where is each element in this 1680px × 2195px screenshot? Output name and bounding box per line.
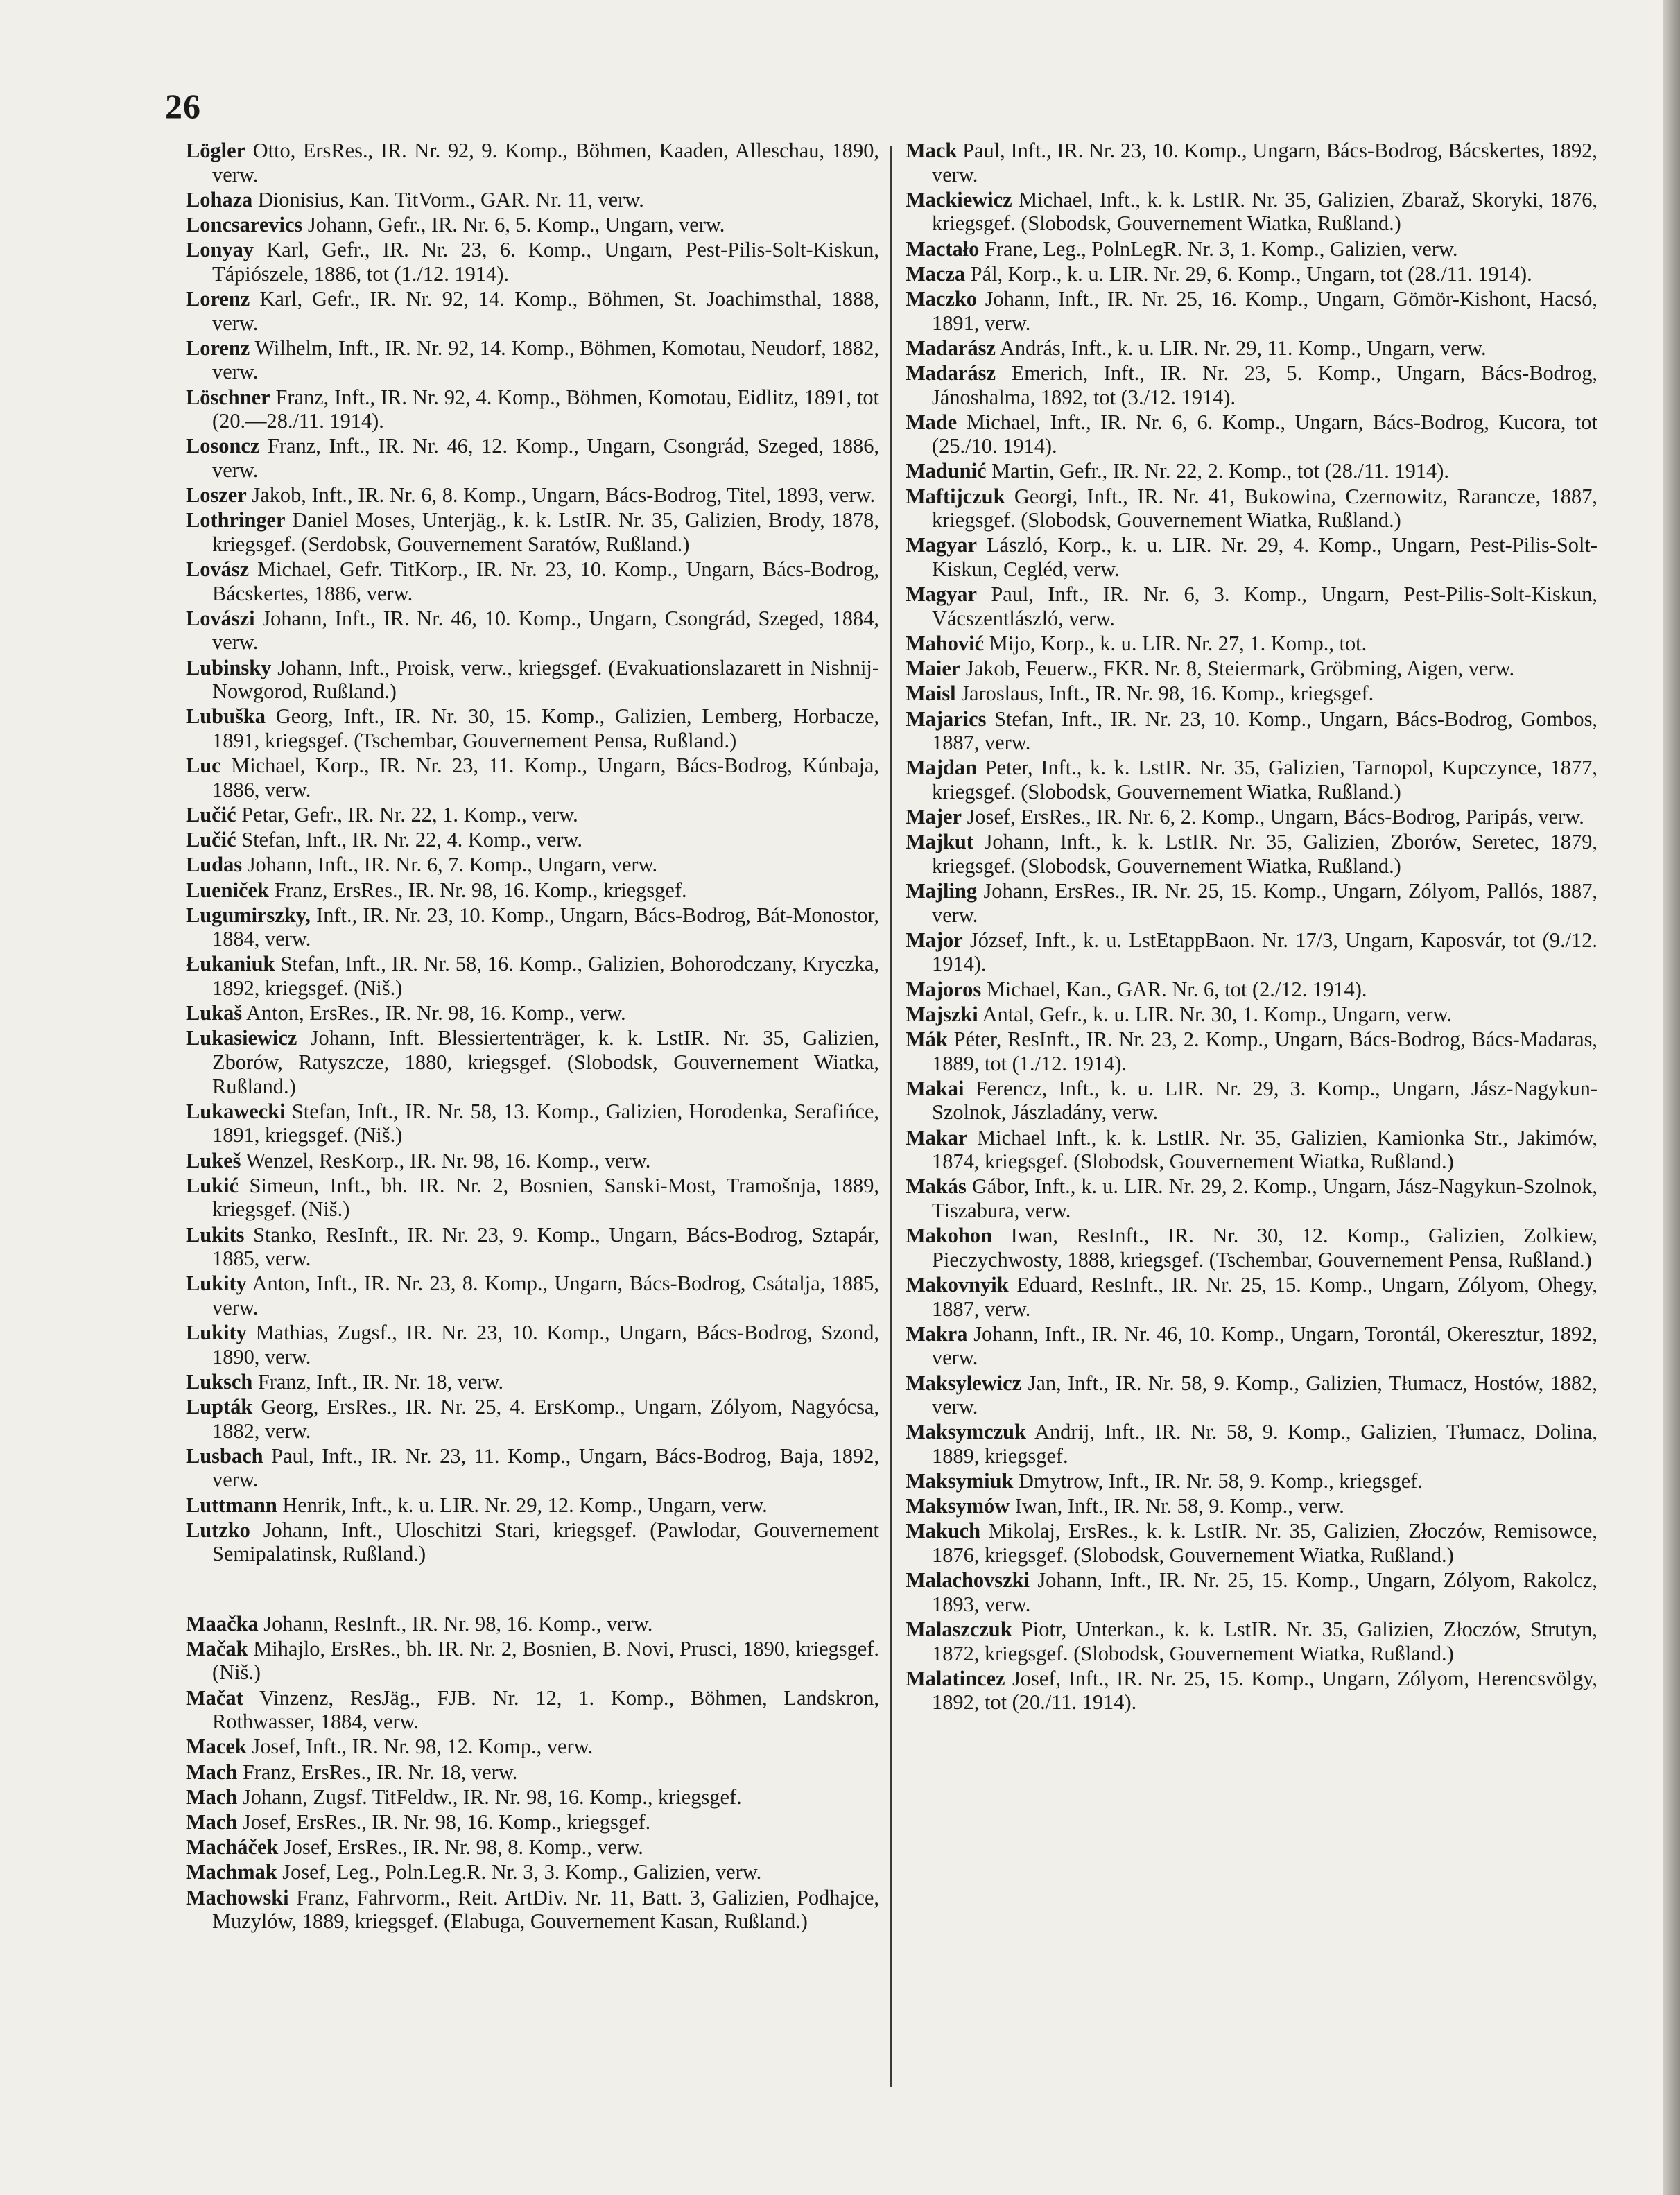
entry-details: Iwan, Inft., IR. Nr. 58, 9. Komp., verw. [1014,1494,1344,1518]
entry-surname: Maczko [906,286,977,311]
register-entry [186,213,879,237]
register-entry [186,557,879,605]
entry-surname: Losoncz [186,434,260,458]
entry-surname: Makai [906,1076,964,1100]
entry-details: Anton, Inft., IR. Nr. 23, 8. Komp., Ungarn, Bács-Bodrog, Csátalja, 1885, verw. [212,1272,879,1319]
entry-surname: Mack [906,139,958,162]
register-entry [186,1149,879,1173]
register-entry [906,1027,1597,1075]
register-entry [906,632,1597,656]
register-entry [186,1637,879,1685]
register-entry [186,287,879,335]
entry-details: Stanko, ResInft., IR. Nr. 23, 9. Komp., Ungarn, Bács-Bodrog, Sztapár, 1885, verw. [212,1222,879,1271]
register-entry [906,707,1597,755]
entry-surname: Majling [906,879,977,903]
entry-details: Josef, Inft., IR. Nr. 25, 15. Komp., Ungarn, Zólyom, Herencsvölgy, 1892, tot (20./11. 1914). [932,1666,1597,1715]
entry-details: Stefan, Inft., IR. Nr. 58, 16. Komp., Galizien, Bohorodczany, Kryczka, 1892, kriegsgef. (Niš.) [212,952,879,1000]
register-entry [906,1568,1597,1616]
entry-details: Michael, Gefr. TitKorp., IR. Nr. 23, 10. Komp., Ungarn, Bács-Bodrog, Bácskertes, 1886, verw. [212,557,879,605]
register-entry [186,336,879,384]
entry-surname: Luttmann [186,1493,277,1517]
entry-details: Inft., IR. Nr. 23, 10. Komp., Ungarn, Bács-Bodrog, Bát-Monostor, 1884, verw. [212,903,879,951]
register-entry [906,1322,1597,1370]
register-entry [186,878,879,903]
entry-surname: Lučić [186,802,236,826]
register-entry [906,928,1597,976]
entry-surname: Magyar [906,582,977,607]
entry-details: Josef, Inft., IR. Nr. 98, 12. Komp., verw. [252,1735,594,1759]
register-entry [906,459,1597,483]
entry-surname: Lukawecki [186,1099,286,1123]
entry-details: Stefan, Inft., IR. Nr. 23, 10. Komp., Ungarn, Bács-Bodrog, Gombos, 1887, verw. [932,706,1597,755]
entry-surname: Lonyay [186,238,254,262]
entry-details: Josef, ErsRes., IR. Nr. 98, 16. Komp., kriegsgef. [242,1810,651,1834]
entry-details: Johann, Inft., IR. Nr. 6, 7. Komp., Ungarn, verw. [247,853,658,877]
entry-surname: Madarász [906,361,996,385]
entry-surname: Lukity [186,1321,247,1345]
entry-details: Josef, ErsRes., IR. Nr. 6, 2. Komp., Ungarn, Bács-Bodrog, Paripás, verw. [967,805,1584,829]
entry-surname: Lovászi [186,606,255,630]
entry-details: Michael Inft., k. k. LstIR. Nr. 35, Galizien, Kamionka Str., Jakimów, 1874, kriegsgef. (Slobodsk, Gouvernement Wiatka, Rußland.) [932,1125,1597,1174]
register-entry [906,1273,1597,1321]
column-divider [890,146,892,2087]
entry-details: László, Korp., k. u. LIR. Nr. 29, 4. Komp., Ungarn, Pest-Pilis-Solt-Kiskun, Cegléd, verw. [932,533,1597,582]
entry-details: Stefan, Inft., IR. Nr. 58, 13. Komp., Galizien, Horodenka, Serafińce, 1891, kriegsgef. (Niš.) [212,1099,879,1147]
entry-details: Iwan, ResInft., IR. Nr. 30, 12. Komp., Galizien, Zolkiew, Pieczychwosty, 1888, kriegsgef. (Tschembar, Gouvernement Pensa, Rußland.) [932,1224,1597,1272]
register-entry [906,1494,1597,1518]
entry-details: Georg, ErsRes., IR. Nr. 25, 4. ErsKomp., Ungarn, Zólyom, Nagyócsa, 1882, verw. [212,1395,879,1443]
register-entry [906,1126,1597,1174]
entry-surname: Luc [186,754,221,778]
entry-surname: Lothringer [186,508,286,532]
register-entry [186,803,879,827]
entry-details: András, Inft., k. u. LIR. Nr. 29, 11. Komp., Ungarn, verw. [999,336,1487,360]
entry-details: Paul, Inft., IR. Nr. 23, 10. Komp., Ungarn, Bács-Bodrog, Bácskertes, 1892, verw. [932,139,1597,186]
entry-details: Gábor, Inft., k. u. LIR. Nr. 29, 2. Komp., Ungarn, Jász-Nagykun-Szolnok, Tiszabura, verw. [932,1174,1597,1222]
register-entry [186,434,879,482]
register-entry [186,1686,879,1734]
entry-details: Karl, Gefr., IR. Nr. 92, 14. Komp., Böhmen, St. Joachimsthal, 1888, verw. [212,286,879,335]
entry-surname: Majer [906,805,962,829]
register-entry [906,582,1597,630]
register-entry [186,1174,879,1222]
entry-surname: Lukity [186,1272,247,1296]
entry-details: Paul, Inft., IR. Nr. 6, 3. Komp., Ungarn, Pest-Pilis-Solt-Kiskun, Vácszentlászló, verw. [932,582,1597,630]
entry-details: Daniel Moses, Unterjäg., k. k. LstIR. Nr. 35, Galizien, Brody, 1878, kriegsgef. (Serdobsk, Gouvernement Saratów, Rußland.) [212,508,879,556]
entry-surname: Maftijczuk [906,484,1005,508]
entry-details: Georgi, Inft., IR. Nr. 41, Bukowina, Czernowitz, Rarancze, 1887, kriegsgef. (Slobodsk, Gouvernement Wiatka, Rußland.) [932,484,1597,532]
entry-surname: Makovnyik [906,1272,1009,1296]
register-entry [186,188,879,212]
entry-surname: Maksymiuk [906,1469,1014,1493]
entry-details: Johann, Inft., k. k. LstIR. Nr. 35, Galizien, Zborów, Seretec, 1879, kriegsgef. (Slobodsk, Gouvernement Wiatka, Rußland.) [932,830,1597,878]
entry-details: Johann, Inft., IR. Nr. 25, 15. Komp., Ungarn, Zólyom, Rakolcz, 1893, verw. [932,1568,1597,1616]
entry-details: Johann, Zugsf. TitFeldw., IR. Nr. 98, 16. Komp., kriegsgef. [242,1785,742,1809]
register-entry [906,879,1597,927]
register-entry [906,978,1597,1002]
register-entry [186,903,879,951]
register-entry [906,1371,1597,1419]
register-entry [906,139,1597,186]
register-entry [906,533,1597,581]
entry-surname: Makra [906,1321,968,1346]
register-entry [186,1001,879,1025]
entry-details: Franz, Inft., IR. Nr. 46, 12. Komp., Ungarn, Csongrád, Szeged, 1886, verw. [212,434,880,482]
register-entry [906,830,1597,878]
entry-details: Franz, ErsRes., IR. Nr. 98, 16. Komp., kriegsgef. [274,878,687,902]
entry-surname: Luksch [186,1369,253,1394]
register-entry [906,1077,1597,1125]
register-entry [906,1469,1597,1493]
entry-details: Piotr, Unterkan., k. k. LstIR. Nr. 35, Galizien, Złoczów, Strutyn, 1872, kriegsgef. (Slobodsk, Gouvernement Wiatka, Rußland.) [932,1617,1597,1665]
entry-details: Franz, Inft., IR. Nr. 92, 4. Komp., Böhmen, Komotau, Eidlitz, 1891, tot (20.—28./11. 1914). [212,385,879,433]
register-entry [186,828,879,852]
register-entry [186,385,879,433]
entry-details: Jakob, Feuerw., FKR. Nr. 8, Steiermark, Gröbming, Aigen, verw. [965,657,1515,681]
entry-surname: Lugumirszky, [186,903,311,927]
entry-surname: Lukits [186,1222,245,1247]
register-entry [906,1224,1597,1272]
entry-surname: Macek [186,1735,247,1759]
register-entry [906,805,1597,829]
entry-surname: Malaszczuk [906,1617,1012,1641]
entry-surname: Makohon [906,1224,992,1248]
entry-details: Wenzel, ResKorp., IR. Nr. 98, 16. Komp., verw. [245,1148,651,1172]
register-entry [186,1395,879,1443]
entry-surname: Madarász [906,336,996,360]
register-entry [906,756,1597,804]
register-entry [186,1321,879,1369]
register-entry [906,1519,1597,1567]
entry-surname: Majarics [906,706,987,731]
register-entry [186,483,879,507]
entry-surname: Lupták [186,1395,253,1419]
entry-details: Otto, ErsRes., IR. Nr. 92, 9. Komp., Böhmen, Kaaden, Alleschau, 1890, verw. [212,139,879,186]
register-entry [906,336,1597,361]
entry-surname: Lukaš [186,1001,243,1025]
entry-details: Michael, Korp., IR. Nr. 23, 11. Komp., Ungarn, Bács-Bodrog, Kúnbaja, 1886, verw. [212,754,879,801]
register-entry [186,754,879,801]
register-entry [906,1667,1597,1715]
register-entry [906,657,1597,681]
register-entry [186,1612,879,1636]
entry-details: Johann, Inft., Uloschitzi Stari, kriegsgef. (Pawlodar, Gouvernement Semipalatinsk, Rußland.) [212,1518,879,1566]
entry-surname: Maksylewicz [906,1371,1022,1395]
entry-details: Wilhelm, Inft., IR. Nr. 92, 14. Komp., Böhmen, Komotau, Neudorf, 1882, verw. [212,336,879,384]
entry-details: Michael, Kan., GAR. Nr. 6, tot (2./12. 1914). [986,977,1367,1001]
entry-surname: Maisl [906,682,956,706]
register-entry [186,1223,879,1271]
entry-surname: Maier [906,657,961,681]
register-entry [906,1174,1597,1222]
entry-details: Johann, ErsRes., IR. Nr. 25, 15. Komp., Ungarn, Zólyom, Pallós, 1887, verw. [932,879,1597,927]
entry-surname: Mahović [906,632,985,655]
entry-surname: Mackiewicz [906,187,1012,211]
register-entry [186,1444,879,1492]
entry-surname: Lueniček [186,878,269,902]
entry-surname: Maksymczuk [906,1420,1026,1444]
entry-details: Johann, Inft., IR. Nr. 25, 16. Komp., Ungarn, Gömör-Kishont, Hacsó, 1891, verw. [932,286,1597,335]
left-column [186,139,879,1934]
entry-details: Eduard, ResInft., IR. Nr. 25, 15. Komp., Ungarn, Zólyom, Ohegy, 1887, verw. [932,1272,1597,1321]
entry-details: Johann, Inft., IR. Nr. 46, 10. Komp., Ungarn, Torontál, Okeresztur, 1892, verw. [932,1321,1597,1370]
right-column [906,139,1597,1716]
page-edge-shadow [1663,0,1680,2195]
entry-surname: Machmak [186,1860,277,1884]
register-entry [906,237,1597,261]
register-entry [906,485,1597,532]
entry-surname: Lohaza [186,187,253,211]
register-entry [186,1100,879,1147]
entry-surname: Makás [906,1174,967,1199]
register-entry [906,682,1597,706]
entry-surname: Lusbach [186,1443,263,1468]
entry-surname: Malatincez [906,1666,1005,1690]
entry-surname: Maksymów [906,1494,1010,1518]
entry-surname: Magyar [906,533,977,557]
entry-surname: Madunić [906,459,987,483]
entry-details: Mikolaj, ErsRes., k. k. LstIR. Nr. 35, Galizien, Złoczów, Remisowce, 1876, kriegsgef. (Slobodsk, Gouvernement Wiatka, Rußland.) [932,1519,1597,1568]
entry-details: Michael, Inft., IR. Nr. 6, 6. Komp., Ungarn, Bács-Bodrog, Kucora, tot (25./10. 1914). [932,410,1597,458]
entry-details: Martin, Gefr., IR. Nr. 22, 2. Komp., tot (28./11. 1914). [991,459,1449,483]
entry-details: Petar, Gefr., IR. Nr. 22, 1. Komp., verw. [241,802,578,826]
register-entry [186,1026,879,1098]
entry-details: Josef, Leg., Poln.Leg.R. Nr. 3, 3. Komp., Galizien, verw. [282,1860,762,1884]
entry-details: Franz, ErsRes., IR. Nr. 18, verw. [242,1760,518,1784]
register-entry [186,952,879,1000]
entry-details: Johann, Gefr., IR. Nr. 6, 5. Komp., Ungarn, verw. [307,212,725,236]
entry-details: Ferencz, Inft., k. u. LIR. Nr. 29, 3. Komp., Ungarn, Jász-Nagykun-Szolnok, Jászladány, verw. [932,1076,1597,1125]
entry-details: Michael, Inft., k. k. LstIR. Nr. 35, Galizien, Zbaraž, Skoryki, 1876, kriegsgef. (Slobodsk, Gouvernement Wiatka, Rußland.) [932,187,1597,236]
register-entry [186,1785,879,1810]
entry-details: Andrij, Inft., IR. Nr. 58, 9. Komp., Galizien, Tłumacz, Dolina, 1889, kriegsgef. [932,1420,1598,1468]
entry-details: Johann, Inft., Proisk, verw., kriegsgef. (Evakuationslazarett in Nishnij-Nowgorod, Rußland.) [212,655,879,704]
entry-surname: Mačat [186,1685,243,1710]
entry-details: Franz, Inft., IR. Nr. 18, verw. [257,1369,504,1394]
entry-surname: Maačka [186,1611,259,1636]
register-entry [186,1886,879,1934]
entry-details: Mathias, Zugsf., IR. Nr. 23, 10. Komp., Ungarn, Bács-Bodrog, Szond, 1890, verw. [212,1321,879,1369]
register-entry [186,853,879,877]
entry-surname: Lukić [186,1173,239,1197]
entry-surname: Löschner [186,385,270,409]
entry-details: Vinzenz, ResJäg., FJB. Nr. 12, 1. Komp., Böhmen, Landskron, Rothwasser, 1884, verw. [212,1685,879,1734]
entry-details: Dmytrow, Inft., IR. Nr. 58, 9. Komp., kriegsgef. [1018,1469,1423,1493]
entry-details: Paul, Inft., IR. Nr. 23, 11. Komp., Ungarn, Bács-Bodrog, Baja, 1892, verw. [212,1443,879,1492]
entry-surname: Mactało [906,236,980,261]
entry-surname: Loncsarevics [186,212,303,236]
entry-surname: Mach [186,1785,238,1809]
entry-surname: Mák [906,1027,948,1052]
entry-surname: Made [906,410,958,434]
entry-surname: Loszer [186,483,247,507]
entry-surname: Macháček [186,1835,279,1859]
register-entry [186,508,879,556]
entry-details: Johann, Inft. Blessiertenträger, k. k. LstIR. Nr. 35, Galizien, Zborów, Ratyszcze, 1880, kriegsgef. (Slobodsk, Gouvernement Wiatka, Rußland.) [212,1026,879,1098]
entry-surname: Lukeš [186,1148,241,1172]
entry-surname: Mach [186,1760,238,1784]
entry-details: Simeun, Inft., bh. IR. Nr. 2, Bosnien, Sanski-Most, Tramošnja, 1889, kriegsgef. (Niš.) [212,1173,879,1222]
entry-surname: Majszki [906,1002,978,1026]
entry-details: Jaroslaus, Inft., IR. Nr. 98, 16. Komp., kriegsgef. [961,682,1374,706]
entry-surname: Lovász [186,557,250,582]
register-entry [906,1420,1597,1468]
register-entry [186,1735,879,1759]
register-entry [186,1835,879,1859]
entry-details: József, Inft., k. u. LstEtappBaon. Nr. 17/3, Ungarn, Kaposvár, tot (9./12. 1914). [932,928,1597,976]
entry-details: Henrik, Inft., k. u. LIR. Nr. 29, 12. Komp., Ungarn, verw. [282,1493,768,1517]
entry-surname: Lukasiewicz [186,1026,297,1050]
entry-details: Mihajlo, ErsRes., bh. IR. Nr. 2, Bosnien, B. Novi, Prusci, 1890, kriegsgef. (Niš.) [212,1636,879,1685]
entry-details: Jakob, Inft., IR. Nr. 6, 8. Komp., Ungarn, Bács-Bodrog, Titel, 1893, verw. [252,483,876,507]
entry-surname: Lorenz [186,336,250,360]
entry-details: Mijo, Korp., k. u. LIR. Nr. 27, 1. Komp., tot. [989,632,1367,655]
entry-surname: Lubinsky [186,655,272,679]
entry-details: Stefan, Inft., IR. Nr. 22, 4. Komp., verw. [241,828,583,852]
entry-surname: Majoros [906,977,982,1001]
entry-surname: Lučić [186,828,236,852]
register-entry [186,1493,879,1518]
register-entry [906,1617,1597,1665]
entry-details: Jan, Inft., IR. Nr. 58, 9. Komp., Galizien, Tłumacz, Hostów, 1882, verw. [932,1371,1597,1419]
section-gap [186,1568,879,1612]
register-entry [186,656,879,704]
register-entry [186,704,879,752]
entry-details: Peter, Inft., k. k. LstIR. Nr. 35, Galizien, Tarnopol, Kupczynce, 1877, kriegsgef. (Slobodsk, Gouvernement Wiatka, Rußland.) [932,756,1597,804]
entry-surname: Lutzko [186,1518,250,1542]
entry-surname: Lögler [186,139,246,162]
entry-surname: Malachovszki [906,1568,1030,1593]
page-number: 26 [165,87,201,125]
entry-surname: Mach [186,1810,238,1834]
register-entry [186,139,879,186]
register-entry [906,1003,1597,1027]
register-entry [186,1810,879,1834]
entry-surname: Makuch [906,1519,981,1543]
entry-details: Georg, Inft., IR. Nr. 30, 15. Komp., Galizien, Lemberg, Horbacze, 1891, kriegsgef. (Tschembar, Gouvernement Pensa, Rußland.) [212,704,879,752]
register-entry [186,607,879,654]
entry-surname: Machowski [186,1885,289,1909]
entry-surname: Mačak [186,1636,248,1660]
entry-details: Josef, ErsRes., IR. Nr. 98, 8. Komp., verw. [283,1835,643,1859]
entry-surname: Macza [906,261,966,286]
entry-details: Karl, Gefr., IR. Nr. 23, 6. Komp., Ungarn, Pest-Pilis-Solt-Kiskun, Tápiószele, 1886, tot (1./12. 1914). [212,238,879,286]
register-entry [906,188,1597,236]
register-entry [186,1760,879,1785]
register-entry [186,238,879,286]
entry-surname: Makar [906,1125,968,1149]
entry-surname: Majkut [906,830,973,854]
entry-surname: Lubuška [186,704,266,729]
entry-details: Franz, Fahrvorm., Reit. ArtDiv. Nr. 11, Batt. 3, Galizien, Podhajce, Muzylów, 1889, kriegsgef. (Elabuga, Gouvernement Kasan, Rußland.) [212,1885,879,1934]
entry-surname: Lorenz [186,286,250,311]
entry-details: Johann, ResInft., IR. Nr. 98, 16. Komp., verw. [263,1611,653,1636]
register-entry [906,361,1597,409]
register-entry [906,262,1597,286]
entry-surname: Majdan [906,756,977,780]
entry-details: Johann, Inft., IR. Nr. 46, 10. Komp., Ungarn, Csongrád, Szeged, 1884, verw. [212,606,879,654]
entry-surname: Major [906,928,963,952]
entry-details: Emerich, Inft., IR. Nr. 23, 5. Komp., Ungarn, Bács-Bodrog, Jánoshalma, 1892, tot (3./12. 1914). [932,361,1597,409]
entry-details: Frane, Leg., PolnLegR. Nr. 3, 1. Komp., Galizien, verw. [984,236,1458,261]
entry-surname: Ludas [186,853,243,877]
register-entry [906,410,1597,458]
register-entry [186,1518,879,1566]
register-entry [186,1272,879,1319]
entry-surname: Łukaniuk [186,952,275,976]
entry-details: Anton, ErsRes., IR. Nr. 98, 16. Komp., verw. [246,1001,626,1025]
entry-details: Pál, Korp., k. u. LIR. Nr. 29, 6. Komp., Ungarn, tot (28./11. 1914). [970,261,1532,286]
register-entry [186,1860,879,1884]
entry-details: Dionisius, Kan. TitVorm., GAR. Nr. 11, verw. [257,187,644,211]
register-entry [906,287,1597,335]
register-entry [186,1370,879,1394]
entry-details: Péter, ResInft., IR. Nr. 23, 2. Komp., Ungarn, Bács-Bodrog, Bács-Madaras, 1889, tot (1./12. 1914). [932,1027,1597,1075]
entry-details: Antal, Gefr., k. u. LIR. Nr. 30, 1. Komp., Ungarn, verw. [982,1002,1453,1026]
